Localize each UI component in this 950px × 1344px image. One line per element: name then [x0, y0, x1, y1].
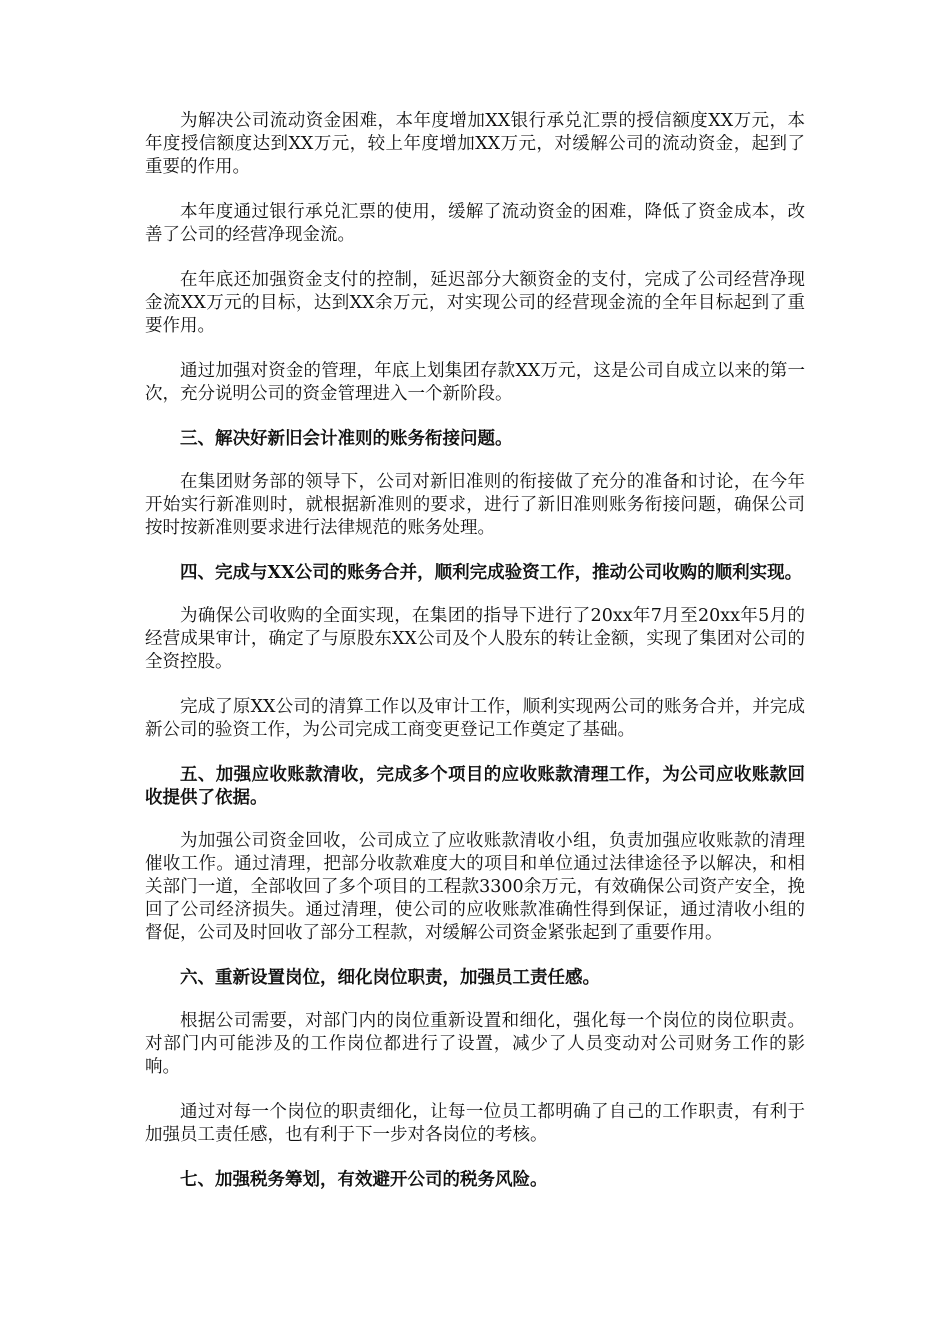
- section-heading: 五、加强应收账款清收，完成多个项目的应收账款清理工作，为公司应收账款回收提供了依据。: [145, 765, 805, 808]
- paragraph: 本年度通过银行承兑汇票的使用，缓解了流动资金的困难，降低了资金成本，改善了公司的经营净现金流。: [145, 202, 805, 245]
- paragraph: 为确保公司收购的全面实现，在集团的指导下进行了20xx年7月至20xx年5月的经营成果审计，确定了与原股东XX公司及个人股东的转让金额，实现了集团对公司的全资控股。: [145, 606, 805, 672]
- paragraph: 通过对每一个岗位的职责细化，让每一位员工都明确了自己的工作职责，有利于加强员工责任感，也有利于下一步对各岗位的考核。: [145, 1102, 805, 1145]
- paragraph: 根据公司需要，对部门内的岗位重新设置和细化，强化每一个岗位的岗位职责。对部门内可能涉及的工作岗位都进行了设置，减少了人员变动对公司财务工作的影响。: [145, 1011, 805, 1077]
- paragraph: 为解决公司流动资金困难，本年度增加XX银行承兑汇票的授信额度XX万元，本年度授信额度达到XX万元，较上年度增加XX万元，对缓解公司的流动资金，起到了重要的作用。: [145, 111, 805, 177]
- paragraph: 在集团财务部的领导下，公司对新旧准则的衔接做了充分的准备和讨论，在今年开始实行新准则时，就根据新准则的要求，进行了新旧准则账务衔接问题，确保公司按时按新准则要求进行法律规范的账务处理。: [145, 472, 805, 538]
- paragraph: 完成了原XX公司的清算工作以及审计工作，顺利实现两公司的账务合并，并完成新公司的验资工作，为公司完成工商变更登记工作奠定了基础。: [145, 697, 805, 740]
- section-heading: 三、解决好新旧会计准则的账务衔接问题。: [180, 429, 513, 449]
- paragraph: 在年底还加强资金支付的控制，延迟部分大额资金的支付，完成了公司经营净现金流XX万元的目标，达到XX余万元，对实现公司的经营现金流的全年目标起到了重要作用。: [145, 270, 805, 336]
- paragraph: 为加强公司资金回收，公司成立了应收账款清收小组，负责加强应收账款的清理催收工作。通过清理，把部分收款难度大的项目和单位通过法律途径予以解决，和相关部门一道，全部收回了多个项目的工程款3300余万元，有效确保公司资产安全，挽回了公司经济损失。通过清理，使公司的应收账款准确性得到保证，通过清收小组的督促，公司及时回收了部分工程款，对缓解公司资金紧张起到了重要作用。: [145, 831, 805, 943]
- paragraph: 通过加强对资金的管理，年底上划集团存款XX万元，这是公司自成立以来的第一次，充分说明公司的资金管理进入一个新阶段。: [145, 361, 805, 404]
- document-body: [145, 110, 805, 1212]
- section-heading: 四、完成与XX公司的账务合并，顺利完成验资工作，推动公司收购的顺利实现。: [180, 563, 803, 583]
- section-heading: 六、重新设置岗位，细化岗位职责，加强员工责任感。: [180, 968, 600, 988]
- section-heading: 七、加强税务筹划，有效避开公司的税务风险。: [180, 1170, 548, 1190]
